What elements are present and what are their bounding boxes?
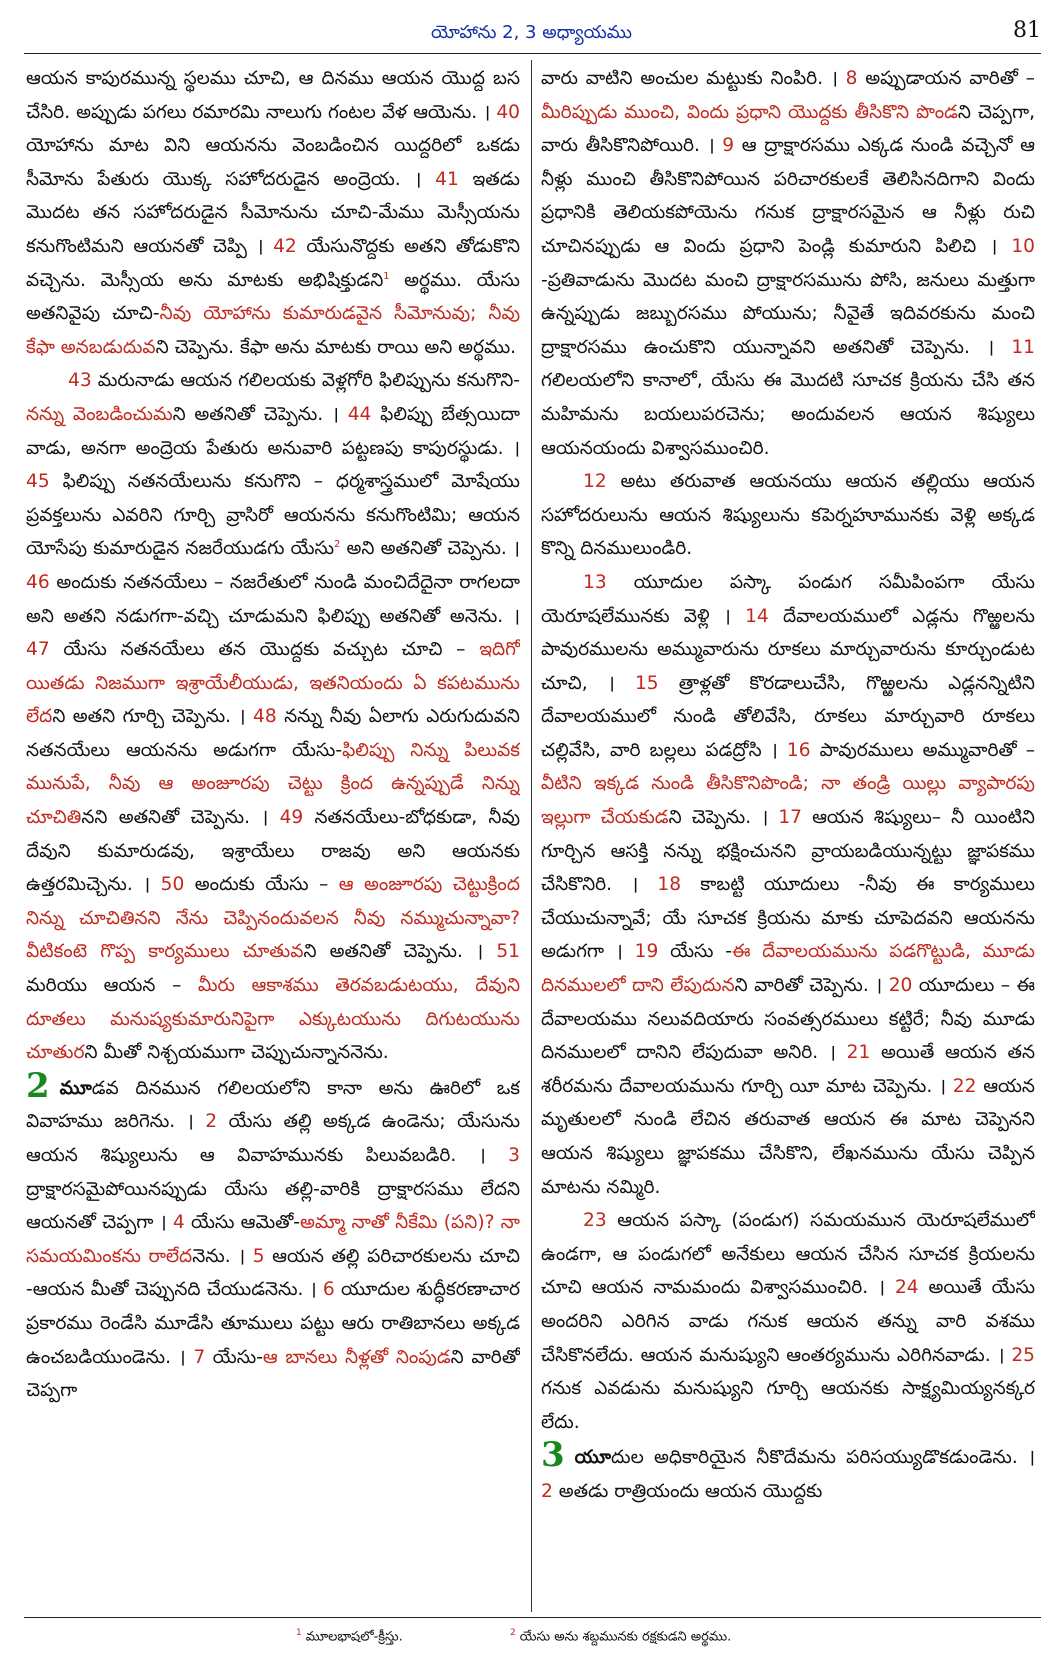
verse-text: అటు తరువాత ఆయనయు ఆయన తల్లియు ఆయన సహోదరులును ఆయన శిష్యులును కపెర్నహూమునకు వెళ్లి అక్కడ కొన్ని దినములుండిరి. — [541, 471, 1035, 560]
verse-text: మరియు ఆయన – — [26, 975, 182, 997]
verse-number: 45 — [26, 471, 50, 493]
verse-text: నని అతనితో చెప్పెను. । — [81, 807, 269, 829]
verse-text: నతనయేలు-బోధకుడా, నీవు దేవుని కుమారుడవు, ఇశ్రాయేలు రాజవు అని ఆయనకు ఉత్తరమిచ్చెను. । — [26, 807, 520, 896]
verse-text: అయితే ఆయన తన శరీరమను దేవాలయమును గూర్చి యీ మాట చెప్పెను. । — [541, 1042, 1035, 1097]
verse-text: గలిలయలోని కానాలో, యేసు ఈ మొదటి సూచక క్రియను చేసి తన మహిమను బయలుపరచెను; అందువలన ఆయన శిష్యులు ఆయనయందు విశ్వాసముంచిరి. — [541, 370, 1035, 459]
verse-text: ని చెప్పెను. । — [668, 807, 769, 829]
verse-number: 17 — [778, 807, 802, 829]
verse-number: 3 — [508, 1145, 520, 1166]
verse-text: ని అతనితో చెప్పెను. । — [303, 941, 484, 963]
verse-text: అప్పుడాయన వారితో – — [865, 68, 1035, 89]
chapter-number: 3 — [541, 1435, 565, 1476]
verse-number: 15 — [634, 672, 659, 694]
verse-number: 12 — [583, 471, 607, 493]
paragraph — [541, 62, 1035, 465]
words-of-jesus: వీటిని ఇక్కడ నుండి తీసికొనిపొండి; నా తండ్రి యిల్లు వ్యాపారపు ఇల్లుగా చేయకుడ — [541, 773, 1035, 829]
verse-text: దుల అధికారియైన నీకొదేమను పరిసయ్యుడొకడుండెను. । — [611, 1447, 1035, 1469]
verse-text: అయితే యేసు అందరిని ఎరిగిన వాడు గనుక ఆయన తన్ను వారి వశము చేసికొనలేదు. ఆయన మనుష్యుని ఆంతర్యమును ఎరిగినవాడు. । — [541, 1277, 1035, 1366]
verse-text: డవ దినమున గలిలయలోని కానా అను ఊరిలో ఒక వివాహము జరిగెను. । — [26, 1077, 520, 1133]
verse-text: గనుక ఎవడును మనుష్యుని గూర్చి ఆయనకు సాక్ష్యమియ్యనక్కర లేదు. — [541, 1378, 1035, 1433]
footnote-text: యేసు అను శబ్దమునకు రక్షకుడని అర్థము. — [519, 1629, 732, 1645]
paragraph — [541, 1435, 1035, 1508]
footnote-rule — [24, 1617, 1041, 1618]
verse-number: 19 — [634, 941, 659, 963]
verse-text: యేసు తల్లి అక్కడ ఉండెను; యేసును ఆయన శిష్యులును ఆ వివాహమునకు పిలువబడిరి. । — [26, 1111, 520, 1166]
verse-number: 10 — [1011, 235, 1035, 257]
verse-text: ని మీతో నిశ్చయముగా చెప్పుచున్నాననెను. — [84, 1042, 389, 1064]
verse-number: 18 — [657, 874, 682, 896]
words-of-jesus: ఫిలిప్పు నిన్ను పిలువక మునుపే, నీవు ఆ అంజూరపు చెట్టు క్రింద ఉన్నప్పుడే నిన్ను చూచితి — [26, 739, 520, 829]
left-column — [26, 62, 520, 1610]
footnote-2 — [510, 1628, 731, 1647]
paragraph — [541, 465, 1035, 566]
verse-text: ఆయన మృతులలో నుండి లేచిన తరువాత ఆయన ఈ మాట చెప్పెనని ఆయన శిష్యులు జ్ఞాపకము చేసికొని, లేఖనమును యేసు చెప్పిన మాటను నమ్మిరి. — [541, 1075, 1035, 1198]
verse-text: ఫిలిప్పు బేత్సయిదా వాడు, అనగా అంద్రెయ పేతురు అనువారి పట్టణపు కాపురస్థుడు. । — [26, 403, 520, 459]
chapter-number: 2 — [26, 1065, 50, 1106]
chapter-lead: మూ — [59, 1077, 92, 1099]
verse-text: దేవాలయములో ఎడ్లను గొఱ్ఱలను పావురములను అమ్మువారును రూకలు మార్చువారును కూర్చుండుట చూచి, । — [541, 605, 1035, 694]
verse-number: 22 — [952, 1075, 977, 1097]
verse-number: 24 — [894, 1277, 919, 1299]
verse-text: ఆయన శిష్యులు– నీ యింటిని గూర్చిన ఆసక్తి నన్ను భక్షించునని వ్రాయబడియున్నట్టు జ్ఞాపకము చేసికొనిరి. । — [541, 807, 1035, 896]
footnote-mark: 1 — [296, 1628, 302, 1638]
verse-number: 7 — [193, 1346, 206, 1368]
verse-number: 25 — [1011, 1344, 1035, 1366]
words-of-jesus: నీవు యోహాను కుమారుడవైన సీమోనువు; నీవు కేఫా అనబడుదువ — [26, 303, 520, 358]
verse-text: నెను. । — [192, 1245, 246, 1267]
paragraph — [541, 566, 1035, 1204]
verse-text: ద్రాక్షారసమైపోయినప్పుడు యేసు తల్లి-వారికి ద్రాక్షారసము లేదని ఆయనతో చెప్పగా । — [26, 1178, 520, 1234]
verse-text: అతడు రాత్రియందు ఆయన యొద్దకు — [558, 1480, 823, 1502]
footnotes — [0, 1624, 1063, 1652]
verse-number: 21 — [846, 1042, 871, 1064]
verse-text: అర్థము. యేసు అతనివైపు చూచి- — [26, 269, 520, 325]
footnote-ref[interactable]: 1 — [383, 270, 390, 282]
verse-number: 41 — [435, 168, 459, 190]
page-number: 81 — [1013, 18, 1041, 43]
verse-number: 48 — [253, 706, 277, 728]
column-divider — [531, 60, 532, 1612]
verse-number: 42 — [273, 235, 297, 257]
footnote-1 — [296, 1628, 403, 1647]
verse-text: ని చెప్పెను. కేఫా అను మాటకు రాయి అని అర్థము. — [155, 336, 517, 358]
paragraph — [26, 62, 520, 364]
page-title: యోహాను 2, 3 అధ్యాయము — [430, 22, 633, 43]
verse-number: 2 — [205, 1111, 218, 1133]
words-of-jesus: అమ్మా నాతో నీకేమి (పని)? నా సమయమింకను రాలేద — [26, 1212, 520, 1267]
verse-text: ఇతడు మొదట తన సహోదరుడైన సీమోనును చూచి-మేము మెస్సీయను కనుగొంటిమని ఆయనతో చెప్పి । — [26, 168, 520, 257]
verse-text: యేసు ఆమెతో- — [190, 1212, 300, 1234]
verse-text: అందుకు యేసు – — [194, 874, 329, 896]
verse-number: 47 — [26, 639, 50, 661]
verse-number: 14 — [745, 605, 769, 627]
verse-number: 5 — [252, 1245, 265, 1267]
verse-text: అని అతనితో చెప్పెను. । — [346, 538, 520, 560]
verse-text: అందుకు నతనయేలు – నజరేతులో నుండి మంచిదేదైనా రాగలదా అని అతని నడుగగా-వచ్చి చూడుమని ఫిలిప్పు అతనితో అనెను. । — [26, 571, 520, 627]
verse-text: ఫిలిప్పు నతనయేలును కనుగొని – ధర్మశాస్త్రములో మోషేయు ప్రవక్తలును ఎవరిని గూర్చి వ్రాసిరో ఆయనను కనుగొంటిమి; ఆయన యోసేపు కుమారుడైన నజరేయుడగు యేసు — [26, 471, 520, 560]
verse-number: 13 — [583, 571, 607, 593]
verse-text: ని వారితో చెప్పెను. । — [734, 975, 883, 997]
verse-text: పావురములు అమ్మువారితో – — [819, 739, 1035, 761]
verse-number: 40 — [496, 101, 520, 123]
verse-text: యూదులు – ఈ దేవాలయము నలువదియారు సంవత్సరములు కట్టిరే; నీవు మూడు దినములలో దానిని లేపుదువా అనిరి. । — [541, 975, 1035, 1064]
words-of-jesus: ఆ అంజూరపు చెట్టుక్రింద నిన్ను చూచితినని నేను చెప్పినందువలన నీవు నమ్ముచున్నావా? వీటికంటె గొప్ప కార్యములు చూతువ — [26, 874, 520, 963]
verse-text: మరునాడు ఆయన గలిలయకు వెళ్లగోరి ఫిలిప్పును కనుగొని- — [97, 370, 520, 392]
verse-text: వారు వాటిని అంచుల మట్టుకు నింపిరి. । — [541, 68, 838, 89]
words-of-jesus: మీరు ఆకాశము తెరవబడుటయు, దేవుని దూతలు మనుష్యకుమారునిపైగా ఎక్కుటయును దిగుటయును చూతుర — [26, 975, 520, 1064]
verse-text: యేసునొద్దకు అతని తోడుకొని వచ్చెను. మెస్సీయ అను మాటకు అభిషిక్తుడని — [26, 235, 520, 291]
verse-number: 49 — [279, 807, 304, 829]
verse-text: ఆ ద్రాక్షారసము ఎక్కడ నుండి వచ్చెనో ఆ నీళ్లు ముంచి తీసికొనిపోయిన పరిచారకులకే తెలిసినదిగాని విందు ప్రధానికి తెలియకపోయెను గనుక ద్రాక్షారసమైన ఆ నీళ్లు రుచి చూచినప్పుడు ఆ విందు ప్రధాని పెండ్లి కుమారుని పిలిచి । — [541, 135, 1035, 257]
verse-text: నన్ను నీవు ఏలాగు ఎరుగుదువని నతనయేలు ఆయనను అడుగగా యేసు- — [26, 706, 520, 761]
verse-text: యూదుల శుద్ధీకరణాచార ప్రకారము రెండేసి మూడేసి తూములు పట్టు ఆరు రాతిబానలు అక్కడ ఉంచబడియుండెను. । — [26, 1279, 520, 1368]
verse-number: 44 — [347, 403, 372, 425]
right-column — [541, 62, 1035, 1610]
words-of-jesus: ఇదిగో యితడు నిజముగా ఇశ్రాయేలీయుడు, ఇతనియందు ఏ కపటమును లేద — [26, 639, 520, 728]
paragraph — [541, 1204, 1035, 1439]
verse-text: యేసు- — [212, 1346, 263, 1368]
verse-text: ని చెప్పగా, వారు తీసికొనిపోయిరి. । — [541, 101, 1035, 157]
verse-number: 43 — [68, 370, 92, 392]
verse-number: 16 — [786, 739, 811, 761]
verse-number: 23 — [583, 1210, 607, 1232]
verse-text: ఆయన కాపురమున్న స్థలము చూచి, ఆ దినము ఆయన యొద్ద బస చేసిరి. అప్పుడు పగలు రమారమి నాలుగు గంటల వేళ ఆయెను. । — [26, 68, 520, 123]
paragraph — [26, 1065, 520, 1408]
verse-text: కాబట్టి యూదులు -నీవు ఈ కార్యములు చేయుచున్నావే; యే సూచక క్రియను మాకు చూపెదవని ఆయనను అడుగగా । — [541, 874, 1035, 963]
verse-number: 8 — [845, 68, 858, 89]
verse-number: 51 — [496, 941, 520, 963]
verse-text: త్రాళ్లతో కొరడాలుచేసి, గొఱ్ఱలను ఎడ్లనన్నిటిని దేవాలయములో నుండి తోలివేసి, రూకలు మార్చువారి రూకలు చల్లివేసి, వారి బల్లలు పడద్రోసి । — [541, 672, 1035, 761]
verse-number: 2 — [541, 1480, 553, 1502]
verse-text: యూదుల పస్కా పండుగ సమీపింపగా యేసు యెరూషలేమునకు వెళ్లి । — [541, 571, 1035, 627]
words-of-jesus: ఈ దేవాలయమును పడగొట్టుడి, మూడు దినములలో దాని లేపుదున — [541, 941, 1035, 997]
footnote-text: మూలభాషలో-క్రీస్తు. — [305, 1629, 403, 1645]
verse-number: 20 — [888, 975, 913, 997]
verse-number: 11 — [1011, 336, 1035, 358]
verse-text: ని వారితో చెప్పగా — [26, 1346, 520, 1402]
verse-text: -ప్రతివాడును మొదట మంచి ద్రాక్షారసమును పోసి, జనులు మత్తుగా ఉన్నప్పుడు జబ్బురసము పోయును; నీవైతే ఇదివరకును మంచి ద్రాక్షారసము ఉంచుకొని యున్నావని అతనితో చెప్పెను. । — [541, 269, 1035, 358]
words-of-jesus: నన్ను వెంబడించుమ — [26, 403, 173, 425]
verse-number: 6 — [322, 1279, 335, 1301]
verse-text: ని అతని గూర్చి చెప్పెను. । — [52, 706, 246, 728]
verse-number: 46 — [26, 571, 50, 593]
verse-number: 4 — [172, 1212, 185, 1234]
verse-text: ఆయన పస్కా (పండుగ) సమయమున యెరూషలేములో ఉండగా, ఆ పండుగలో అనేకులు ఆయన చేసిన సూచక క్రియలను చూచి ఆయన నామమందు విశ్వాసముంచిరి. । — [541, 1210, 1035, 1299]
verse-text: యోహాను మాట విని ఆయనను వెంబడించిన యిద్దరిలో ఒకడు సీమోను పేతురు యొక్క సహోదరుడైన అంద్రెయ. । — [26, 135, 520, 190]
verse-number: 50 — [160, 874, 185, 896]
paragraph — [26, 364, 520, 1069]
verse-text: యేసు నతనయేలు తన యొద్దకు వచ్చుట చూచి – — [63, 639, 466, 661]
verse-text: యేసు - — [670, 941, 732, 963]
chapter-lead: యూ — [574, 1447, 612, 1469]
footnote-ref[interactable]: 2 — [334, 539, 341, 551]
header-rule — [24, 53, 1041, 54]
words-of-jesus: ఆ బానలు నీళ్లతో నింపుడ — [262, 1346, 451, 1368]
verse-text: ని అతనితో చెప్పెను. । — [172, 403, 339, 425]
words-of-jesus: మీరిప్పుడు ముంచి, విందు ప్రధాని యొద్దకు తీసికొని పొండ — [541, 101, 958, 123]
verse-text: ఆయన తల్లి పరిచారకులను చూచి -ఆయన మీతో చెప్పునది చేయుడనెను. । — [26, 1245, 520, 1301]
verse-number: 9 — [722, 135, 735, 157]
footnote-mark: 2 — [510, 1628, 516, 1638]
